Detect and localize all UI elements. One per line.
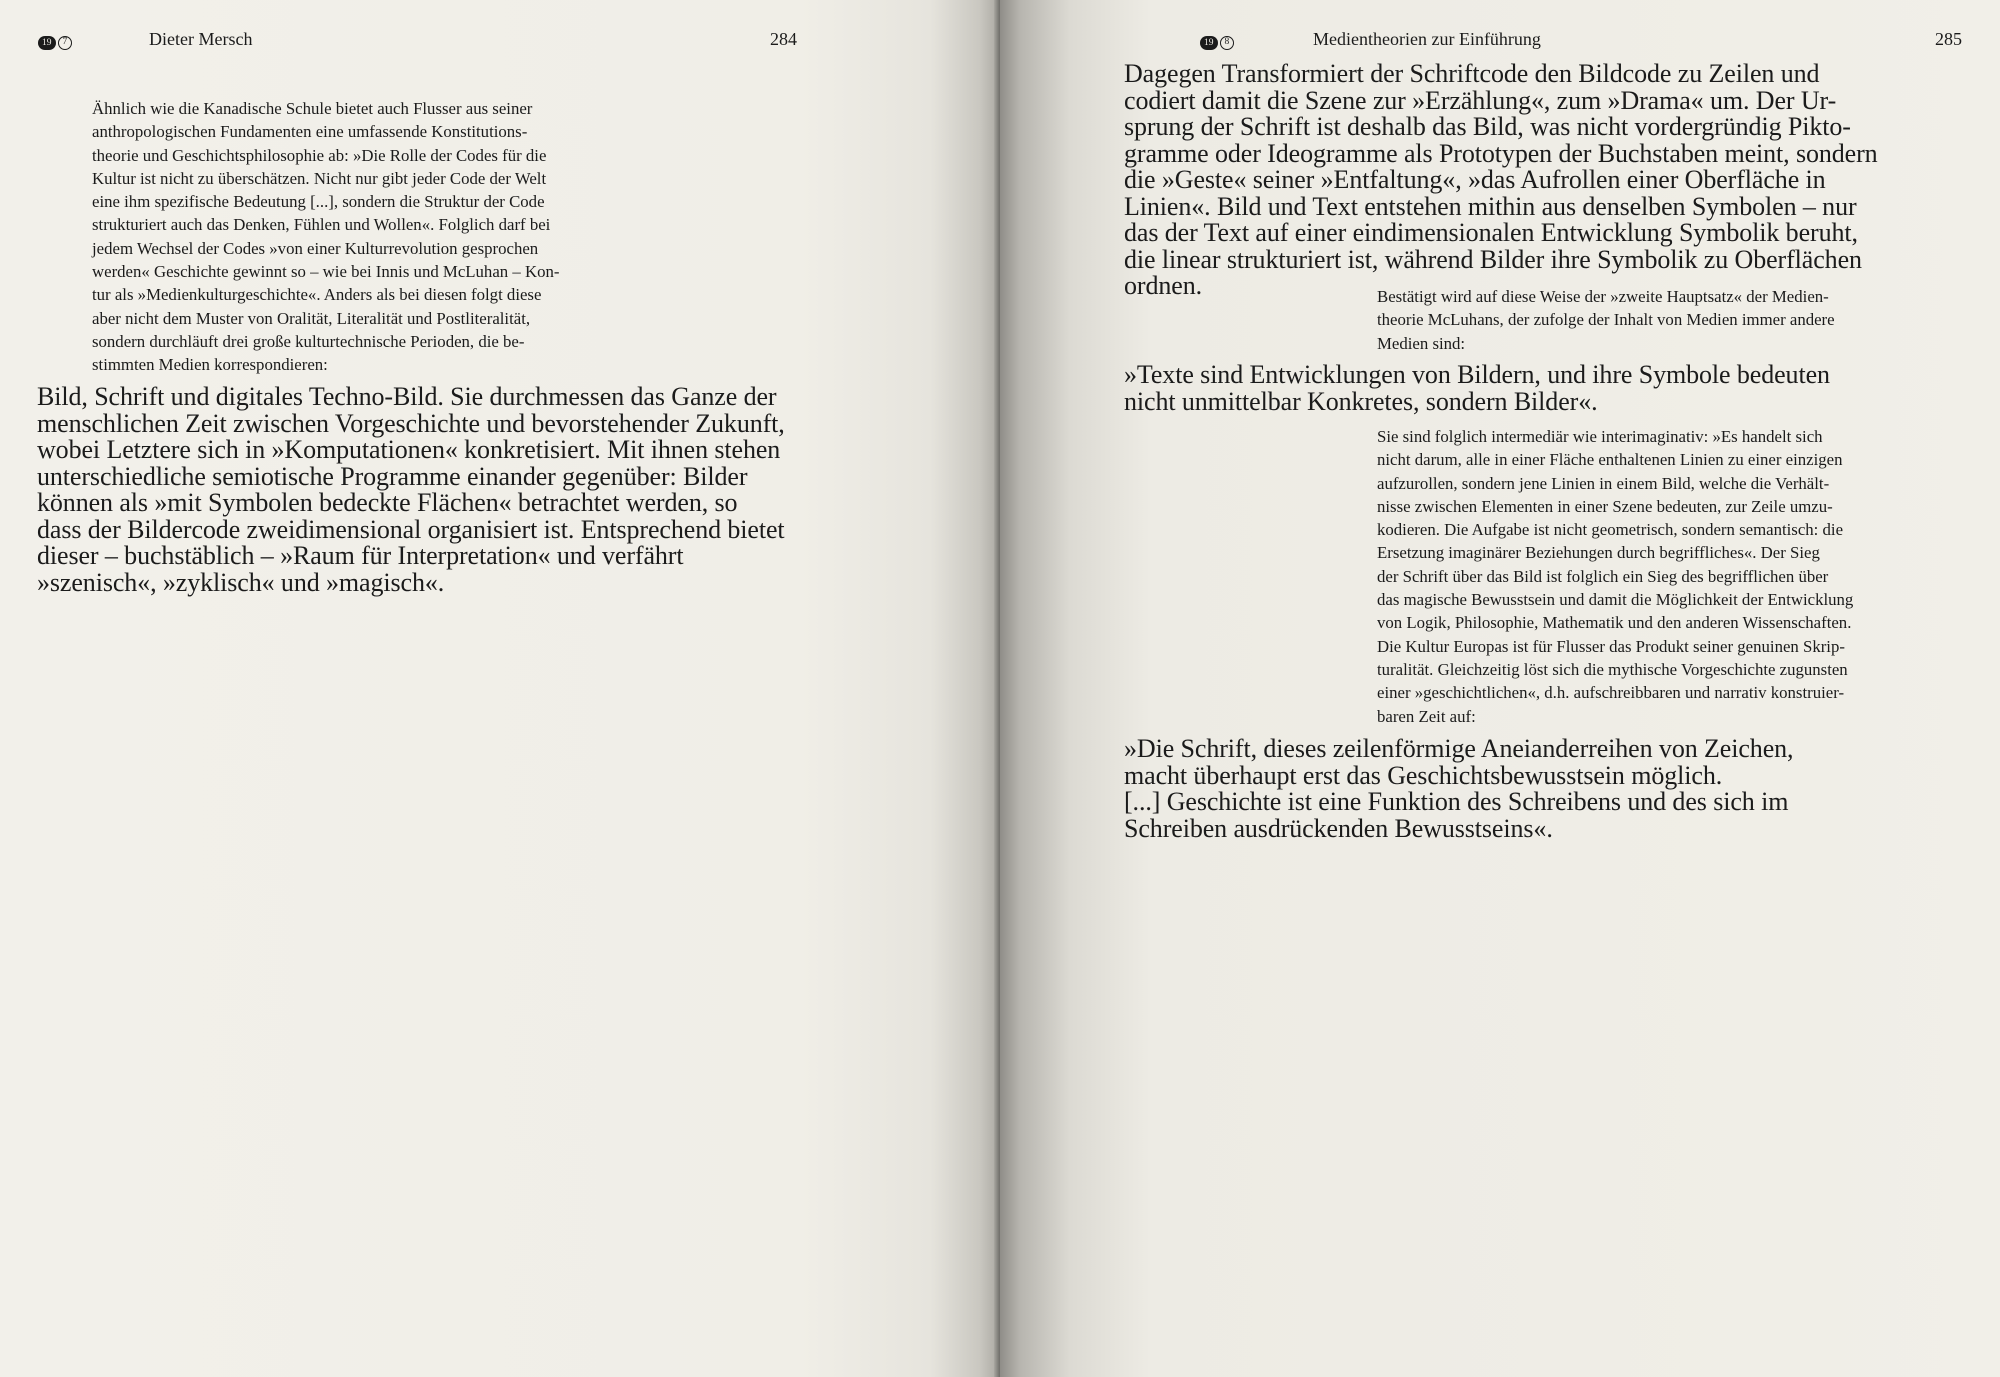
text-line: ordnen.	[1124, 271, 1202, 300]
text-line: anthropologischen Fundamenten eine umfassende Konstitutions-	[92, 122, 528, 142]
right-small-paragraph-1	[1377, 285, 1955, 355]
text-line: Die Kultur Europas ist für Flusser das Produkt seiner genuinen Skrip-	[1377, 636, 1845, 656]
chapter-number-badge: 19	[1200, 36, 1218, 50]
text-line: [...] Geschichte ist eine Funktion des Schreibens und des sich im	[1124, 787, 1789, 816]
text-line: kodieren. Die Aufgabe ist nicht geometrisch, sondern semantisch: die	[1377, 520, 1844, 540]
text-line: Ähnlich wie die Kanadische Schule bietet auch Flusser aus seiner	[92, 99, 533, 118]
text-line: tur als »Medienkulturgeschichte«. Anders als bei diesen folgt diese	[92, 285, 542, 305]
text-line: aber nicht dem Muster von Oralität, Literalität und Postliteralität,	[92, 308, 531, 328]
text-line: nisse zwischen Elementen in einer Szene bedeuten, zur Zeile umzu-	[1377, 496, 1833, 516]
text-line: die »Geste« seiner »Entfaltung«, »das Aufrollen einer Oberfläche in	[1124, 165, 1826, 194]
text-line: macht überhaupt erst das Geschichtsbewusstsein möglich.	[1124, 760, 1723, 790]
text-line: gramme oder Ideogramme als Prototypen der Buchstaben meint, sondern	[1124, 138, 1878, 168]
right-large-quote-2	[1124, 736, 1984, 842]
text-line: Schreiben ausdrückenden Bewusstseins«.	[1124, 813, 1553, 843]
text-line: sondern durchläuft drei große kulturtechnische Perioden, die be-	[92, 331, 525, 351]
section-number-badge: 8	[1220, 36, 1235, 50]
text-line: können als »mit Symbolen bedeckte Flächen« betrachtet werden, so	[37, 488, 738, 517]
text-line: einer »geschichtlichen«, d.h. aufschreibbaren und narrativ konstruier-	[1377, 683, 1845, 703]
left-large-paragraph	[37, 384, 957, 596]
text-line: strukturiert auch das Denken, Fühlen und Wollen«. Folglich darf bei	[92, 215, 551, 235]
right-chapter-chip	[1200, 28, 1234, 50]
left-small-paragraph	[92, 97, 624, 377]
text-line: »szenisch«, »zyklisch« und »magisch«.	[37, 567, 445, 597]
text-line: Dagegen Transformiert der Schriftcode den Bildcode zu Zeilen und	[1124, 59, 1820, 88]
text-line: jedem Wechsel der Codes »von einer Kulturrevolution gesprochen	[92, 238, 539, 258]
text-line: nicht darum, alle in einer Fläche enthaltenen Linien zu einer einzigen	[1377, 450, 1843, 470]
text-line: baren Zeit auf:	[1377, 706, 1476, 726]
text-line: von Logik, Philosophie, Mathematik und den anderen Wissenschaften.	[1377, 613, 1852, 633]
text-line: dass der Bildercode zweidimensional organisiert ist. Entsprechend bietet	[37, 514, 785, 544]
text-line: »Die Schrift, dieses zeilenförmige Aneianderreihen von Zeichen,	[1124, 734, 1794, 763]
text-line: Medien sind:	[1377, 333, 1466, 353]
text-line: Linien«. Bild und Text entstehen mithin aus denselben Symbolen – nur	[1124, 191, 1857, 221]
text-line: unterschiedliche semiotische Programme einander gegenüber: Bilder	[37, 461, 748, 491]
running-head-title: Medientheorien zur Einführung	[1313, 29, 1541, 49]
text-line: aufzurollen, sondern jene Linien in einem Bild, welche die Verhält-	[1377, 473, 1830, 493]
text-line: Ersetzung imaginärer Beziehungen durch begriffliches«. Der Sieg	[1377, 543, 1820, 563]
text-line: wobei Letztere sich in »Komputationen« konkretisiert. Mit ihnen stehen	[37, 435, 781, 464]
text-line: das der Text auf einer eindimensionalen Entwicklung Symbolik beruht,	[1124, 218, 1858, 247]
running-head-author: Dieter Mersch	[149, 29, 253, 49]
text-line: stimmten Medien korrespondieren:	[92, 355, 328, 375]
text-line: Sie sind folglich intermediär wie interimaginativ: »Es handelt sich	[1377, 427, 1823, 446]
right-large-paragraph-1	[1124, 61, 1984, 300]
text-line: Kultur ist nicht zu überschätzen. Nicht nur gibt jeder Code der Welt	[92, 168, 547, 188]
text-line: theorie McLuhans, der zufolge der Inhalt von Medien immer andere	[1377, 310, 1835, 330]
section-number-badge: 7	[58, 36, 73, 50]
text-line: codiert damit die Szene zur »Erzählung«, zum »Drama« um. Der Ur-	[1124, 85, 1837, 115]
text-line: nicht unmittelbar Konkretes, sondern Bilder«.	[1124, 386, 1598, 416]
text-line: sprung der Schrift ist deshalb das Bild, was nicht vordergründig Pikto-	[1124, 112, 1851, 141]
left-chapter-chip	[38, 28, 72, 50]
right-large-quote-1	[1124, 362, 1984, 415]
page-number-right: 285	[1935, 29, 1962, 49]
text-line: menschlichen Zeit zwischen Vorgeschichte und bevorstehender Zukunft,	[37, 408, 785, 438]
chapter-number-badge: 19	[38, 36, 56, 50]
text-line: die linear strukturiert ist, während Bilder ihre Symbolik zu Oberflächen	[1124, 244, 1862, 274]
text-line: dieser – buchstäblich – »Raum für Interpretation« und verfährt	[37, 541, 684, 570]
text-line: turalität. Gleichzeitig löst sich die mythische Vorgeschichte zugunsten	[1377, 659, 1848, 679]
text-line: Bild, Schrift und digitales Techno-Bild. Sie durchmessen das Ganze der	[37, 382, 777, 411]
right-small-paragraph-2	[1377, 425, 1955, 728]
text-line: eine ihm spezifische Bedeutung [...], sondern die Struktur der Code	[92, 192, 545, 212]
text-line: theorie und Geschichtsphilosophie ab: »Die Rolle der Codes für die	[92, 145, 547, 165]
text-line: »Texte sind Entwicklungen von Bildern, und ihre Symbole bedeuten	[1124, 360, 1830, 389]
page-number-left: 284	[770, 29, 797, 49]
text-line: der Schrift über das Bild ist folglich ein Sieg des begrifflichen über	[1377, 566, 1829, 586]
text-line: das magische Bewusstsein und damit die Möglichkeit der Entwicklung	[1377, 590, 1854, 610]
text-line: Bestätigt wird auf diese Weise der »zweite Hauptsatz« der Medien-	[1377, 287, 1829, 306]
text-line: werden« Geschichte gewinnt so – wie bei Innis und McLuhan – Kon-	[92, 262, 560, 282]
right-page	[1000, 0, 2000, 1377]
